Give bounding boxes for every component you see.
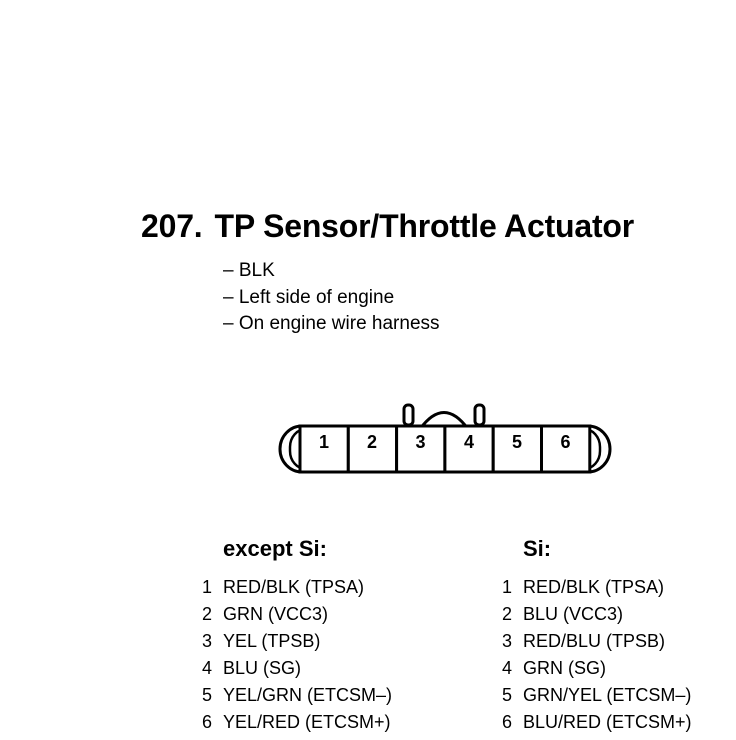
pin-number: 6 [202, 712, 213, 732]
wire-label: RED/BLK (TPSA) [523, 577, 665, 597]
pin-number: 1 [502, 577, 513, 597]
pin-label-5: 5 [511, 432, 523, 452]
page-title [141, 208, 634, 245]
pin-number: 3 [502, 631, 513, 651]
pin-label-3: 3 [415, 432, 426, 452]
list-item [502, 709, 692, 736]
connector-cells [300, 426, 590, 472]
pin-number: 4 [202, 658, 213, 678]
pin-label-4: 4 [463, 432, 475, 452]
wire-label: BLU/RED (ETCSM+) [523, 712, 692, 732]
connector-tab-right [475, 405, 484, 425]
wire-label: RED/BLK (TPSA) [223, 577, 365, 597]
pin-number: 5 [202, 685, 213, 705]
wire-label: YEL/RED (ETCSM+) [223, 712, 391, 732]
list-item [502, 574, 692, 601]
pin-number: 6 [502, 712, 513, 732]
pin-number: 3 [202, 631, 213, 651]
list-item [202, 709, 392, 736]
title-text: TP Sensor/Throttle Actuator [214, 208, 635, 244]
note-color: – BLK [223, 260, 275, 281]
pin-label-1: 1 [318, 432, 330, 452]
note-location: – Left side of engine [223, 286, 395, 308]
list-item [202, 682, 392, 709]
wire-label: BLU (VCC3) [523, 604, 624, 624]
list-item [202, 574, 392, 601]
list-item [202, 601, 392, 628]
wire-label: BLU (SG) [223, 658, 302, 678]
except-si-pin-list [202, 574, 392, 736]
list-item [502, 601, 692, 628]
wire-label: RED/BLU (TPSB) [523, 631, 666, 651]
except-si-heading: except Si: [223, 536, 327, 561]
pin-number: 5 [502, 685, 513, 705]
pin-label-6: 6 [560, 432, 571, 452]
wire-label: YEL (TPSB) [223, 631, 321, 651]
pin-label-2: 2 [366, 432, 378, 452]
wire-label: YEL/GRN (ETCSM–) [223, 685, 393, 705]
note-harness: – On engine wire harness [223, 313, 440, 334]
pin-number: 2 [202, 604, 213, 624]
list-item [502, 682, 692, 709]
title-number: 207. [141, 208, 203, 244]
list-item [502, 655, 692, 682]
list-item [202, 628, 392, 655]
pin-number: 4 [502, 658, 513, 678]
pin-number: 1 [202, 577, 213, 597]
connector-tab-left [404, 405, 413, 425]
wire-label: GRN/YEL (ETCSM–) [523, 685, 692, 705]
si-pin-list [502, 574, 692, 736]
list-item [502, 628, 692, 655]
connector-notes [223, 258, 440, 338]
connector-diagram [276, 400, 616, 480]
wire-label: GRN (SG) [523, 658, 606, 678]
list-item [202, 655, 392, 682]
wire-label: GRN (VCC3) [223, 604, 329, 624]
si-heading: Si: [523, 536, 552, 561]
pin-number: 2 [502, 604, 513, 624]
